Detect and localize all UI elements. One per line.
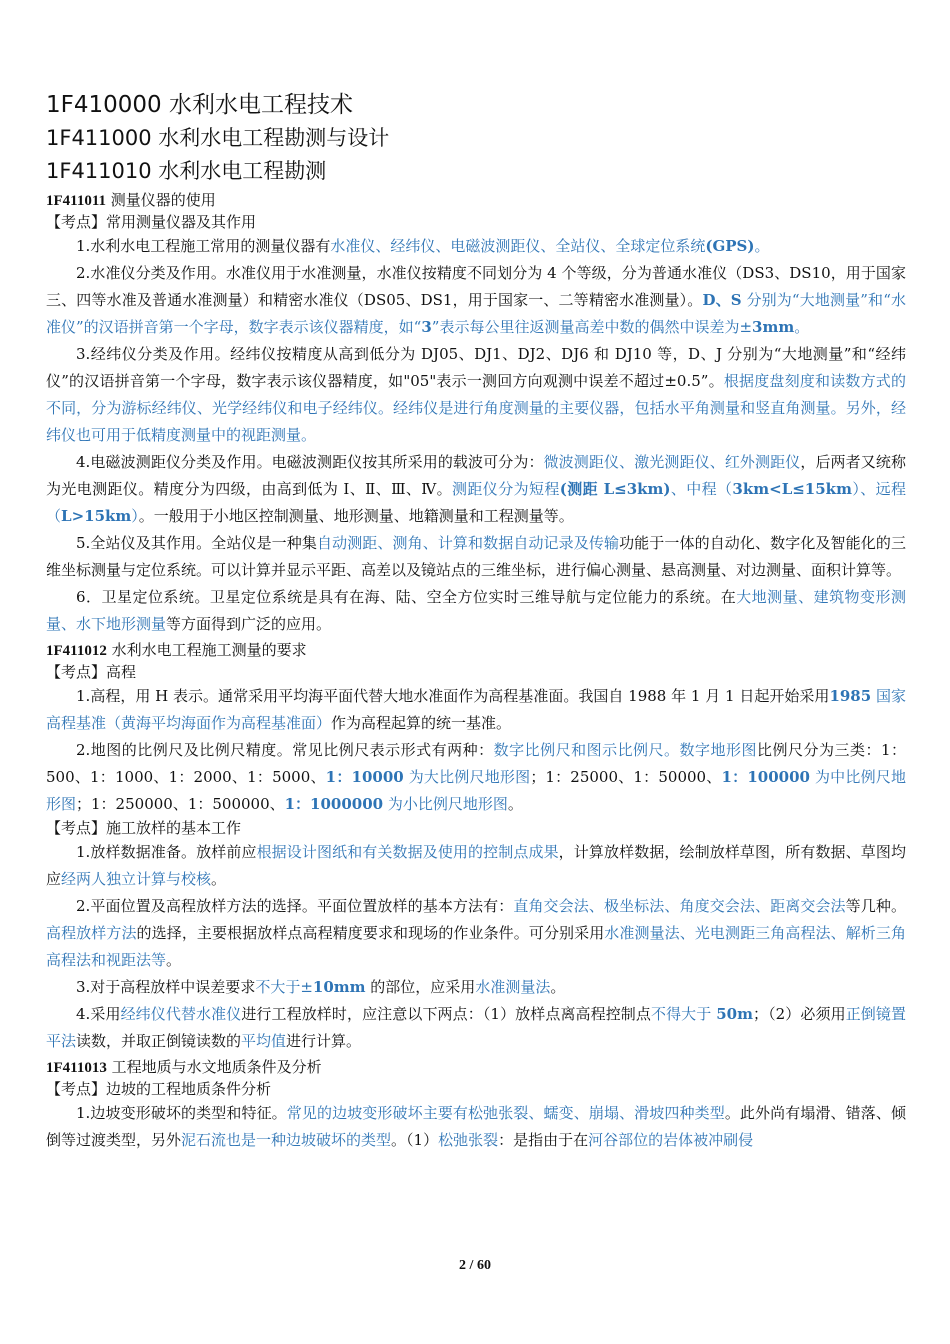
text-run: 。此外尚有塌滑、错落、倾倒等过渡类型，另外	[46, 1104, 906, 1149]
highlight-run: 50m	[716, 1005, 753, 1023]
highlight-run: 1：10000	[325, 768, 404, 786]
text-run: 。一般用于小地区控制测量、地形测量、地籍测量和工程测量等。	[138, 507, 574, 525]
text-run: ；1：250000、1：500000、	[76, 795, 285, 813]
text-run: 2.地图的比例尺及比例尺精度。常见比例尺表示形式有两种：	[76, 741, 494, 759]
text-run: 1.放样数据准备。放样前应	[76, 843, 257, 861]
paragraph-scale	[46, 737, 906, 818]
highlight-run: 为小比例尺地形图	[383, 795, 508, 813]
highlight-run: ”表示每公里往返测量高差中数的偶然中误差为±	[431, 318, 753, 336]
highlight-run: 1985	[829, 687, 872, 705]
text-run: 3.经纬仪分类及作用。经纬仪按精度从高到低分为 DJ05、DJ1、DJ2、DJ6 和 DJ10 等，D、J 分别为“大地测量”和“经纬仪”的汉语拼音第一个字母，数字表示该仪器精度，如"05"表示一测回方向观测中误差不超过±0.5”。	[46, 345, 906, 390]
kaodian-label: 【考点】高程	[46, 663, 137, 681]
text-run: 的部位，应采用	[365, 978, 476, 996]
text-run: 。（1）	[391, 1131, 439, 1149]
highlight-run: (GPS)	[705, 237, 755, 255]
text-run: 。	[166, 951, 182, 969]
kaodian-label: 【考点】常用测量仪器及其作用	[46, 213, 257, 231]
paragraph-instruments	[46, 233, 906, 260]
text-run: 。	[211, 870, 227, 888]
topic-code: 1F411011	[46, 193, 107, 209]
highlight-run: 根据设计图纸和有关数据及使用的控制点成果	[256, 843, 559, 861]
highlight-run: 自动测距、测角、计算和数据自动记录及传输	[316, 534, 620, 552]
topic-heading-1f411013	[46, 1057, 906, 1079]
text-run: 等方面得到广泛的应用。	[166, 615, 332, 633]
highlight-run: 水准测量法、光电测距三角高程法、解析三角高程法和视距法等	[46, 924, 906, 969]
highlight-run: L>15km	[61, 507, 132, 525]
text-run: 等几种。	[845, 897, 906, 915]
highlight-run: 、中程（	[670, 480, 733, 498]
text-run: 3.对于高程放样中误差要求	[76, 978, 256, 996]
highlight-run: 3km<L≤15km	[732, 480, 852, 498]
highlight-run: 为中比例尺地形图	[46, 768, 907, 813]
total-pages: 60	[476, 1258, 491, 1273]
topic-code: 1F411013	[46, 1060, 107, 1076]
paragraph-satellite	[46, 584, 906, 638]
text-run: ；（2）必须用	[752, 1005, 846, 1023]
highlight-run: 1：1000000	[284, 795, 384, 813]
highlight-run: 为大比例尺地形图	[403, 768, 531, 786]
highlight-run: 常见的边坡变形破坏主要有松弛张裂、蠕变、崩塌、滑坡四种类型	[286, 1104, 725, 1122]
text-run: 。	[550, 978, 566, 996]
subsection-heading: 1F411010 水利水电工程勘测	[46, 159, 327, 183]
highlight-run: 水准测量法	[475, 978, 551, 996]
highlight-run: 分别为“大地测量”和“水准仪”的汉语拼音第一个字母，数字表示该仪器精度，如“	[46, 291, 907, 336]
text-run: 进行工程放样时，应注意以下两点：（1）放样点离高程控制点	[241, 1005, 651, 1023]
highlight-run: 3	[421, 318, 432, 336]
highlight-run: 平均值	[241, 1032, 287, 1050]
highlight-run: 。	[794, 318, 810, 336]
highlight-run: 根据度盘刻度和读数方式的不同，分为游标经纬仪、光学经纬仪和电子经纬仪。经纬仪是进行角度测量的主要仪器，包括水平角测量和竖直角测量。另外，经纬仪也可用于低精度测量中的视距测量。	[46, 372, 906, 444]
text-run: 2.平面位置及高程放样方法的选择。平面位置放样的基本方法有：	[76, 897, 514, 915]
paragraph-layout-methods	[46, 893, 906, 974]
highlight-run: 泥石流也是一种边坡破坏的类型	[181, 1131, 392, 1149]
highlight-run: ）、远程（	[46, 480, 906, 525]
text-run: 比例尺分为三类：1：500、1：1000、1：2000、1：5000、	[46, 741, 906, 786]
topic-title: 工程地质与水文地质条件及分析	[111, 1058, 322, 1076]
current-page: 2	[459, 1258, 467, 1273]
highlight-run: D、S	[702, 291, 742, 309]
highlight-run: ）	[131, 507, 139, 525]
topic-title: 测量仪器的使用	[110, 191, 216, 209]
paragraph-layout-data	[46, 839, 906, 893]
kaodian-label: 【考点】边坡的工程地质条件分析	[46, 1080, 272, 1098]
highlight-run: 水准仪、经纬仪、电磁波测距仪、全站仪、全球定位系统	[330, 237, 706, 255]
text-run: 4.采用	[76, 1005, 121, 1023]
text-run: 4.电磁波测距仪分类及作用。电磁波测距仪按其所采用的载波可分为：	[76, 453, 544, 471]
document-page	[46, 88, 906, 1154]
text-run: ：是指由于在	[498, 1131, 589, 1149]
paragraph-elevation	[46, 683, 906, 737]
highlight-run: 松弛张裂	[438, 1131, 499, 1149]
topic-heading-1f411011	[46, 190, 906, 212]
paragraph-level	[46, 260, 906, 341]
page-number	[0, 1258, 950, 1274]
highlight-run: 10mm	[312, 978, 366, 996]
highlight-run: 河谷部位的岩体被冲刷侵	[588, 1131, 754, 1149]
highlight-run: 数字比例尺和图示比例尺。数字地形图	[493, 741, 758, 759]
text-run: ，计算放样数据，绘制放样草图，所有数据、草图均应	[46, 843, 906, 888]
page-separator: /	[466, 1258, 477, 1273]
highlight-run: 1：100000	[721, 768, 810, 786]
highlight-run: 大地测量、建筑物变形测量、水下地形测量	[46, 588, 906, 633]
paragraph-slope	[46, 1100, 906, 1154]
paragraph-rangefinder	[46, 449, 906, 530]
highlight-run: 国家高程基准（黄海平均海面作为高程基准面）	[46, 687, 906, 732]
paragraph-elevation-error	[46, 974, 906, 1001]
paragraph-theodolite	[46, 341, 906, 449]
topic-code: 1F411012	[46, 643, 107, 659]
text-run: 1.水利水电工程施工常用的测量仪器有	[76, 237, 331, 255]
highlight-run: 测距仪分为短程	[452, 480, 560, 498]
text-run: 进行计算。	[286, 1032, 362, 1050]
text-run: ；1：25000、1：50000、	[530, 768, 722, 786]
highlight-run: 经两人独立计算与校核	[61, 870, 212, 888]
highlight-run: 正倒镜置平法	[46, 1005, 906, 1050]
text-run: ，后两者又统称为光电测距仪。精度分为四级，由高到低为 Ⅰ、Ⅱ、Ⅲ、Ⅳ。	[46, 453, 906, 498]
text-run: 5.全站仪及其作用。全站仪是一种集	[76, 534, 317, 552]
highlight-run: (测距 L≤3km)	[559, 480, 671, 498]
topic-heading-1f411012	[46, 640, 906, 662]
text-run: 。	[507, 795, 523, 813]
highlight-run: 直角交会法、极坐标法、角度交会法、距离交会法	[513, 897, 846, 915]
highlight-run: 微波测距仪、激光测距仪、红外测距仪	[543, 453, 801, 471]
text-run: 2.水准仪分类及作用。水准仪用于水准测量，水准仪按精度不同划分为 4 个等级，分为普通水准仪（DS3、DS10，用于国家三、四等水准及普通水准测量）和精密水准仪（DS05、DS1，用于国家一、二等精密水准测量）。	[46, 264, 906, 309]
paragraph-total-station	[46, 530, 906, 584]
text-run: 功能于一体的自动化、数字化及智能化的三维坐标测量与定位系统。可以计算并显示平距、高差以及镜站点的三维坐标，进行偏心测量、悬高测量、对边测量、面积计算等。	[46, 534, 906, 579]
highlight-run: 高程放样方法	[46, 924, 137, 942]
highlight-run: 3mm	[752, 318, 795, 336]
kaodian-label: 【考点】施工放样的基本工作	[46, 819, 242, 837]
paragraph-theodolite-layout	[46, 1001, 906, 1055]
chapter-heading: 1F410000 水利水电工程技术	[46, 92, 353, 118]
highlight-run: 。	[754, 237, 770, 255]
text-run: 6．卫星定位系统。卫星定位系统是具有在海、陆、空全方位实时三维导航与定位能力的系统。在	[76, 588, 737, 606]
text-run: 作为高程起算的统一基准。	[331, 714, 512, 732]
highlight-run: 不大于±	[255, 978, 313, 996]
section-heading: 1F411000 水利水电工程勘测与设计	[46, 126, 390, 150]
text-run: 1.边坡变形破坏的类型和特征。	[76, 1104, 287, 1122]
text-run: 1.高程，用 H 表示。通常采用平均海平面代替大地水准面作为高程基准面。我国自 1988 年 1 月 1 日起开始采用	[76, 687, 830, 705]
highlight-run: 不得大于	[651, 1005, 717, 1023]
highlight-run: 经纬仪代替水准仪	[120, 1005, 242, 1023]
topic-title: 水利水电工程施工测量的要求	[111, 641, 307, 659]
text-run: 读数，并取正倒镜读数的	[76, 1032, 242, 1050]
text-run: 的选择，主要根据放样点高程精度要求和现场的作业条件。可分别采用	[136, 924, 605, 942]
